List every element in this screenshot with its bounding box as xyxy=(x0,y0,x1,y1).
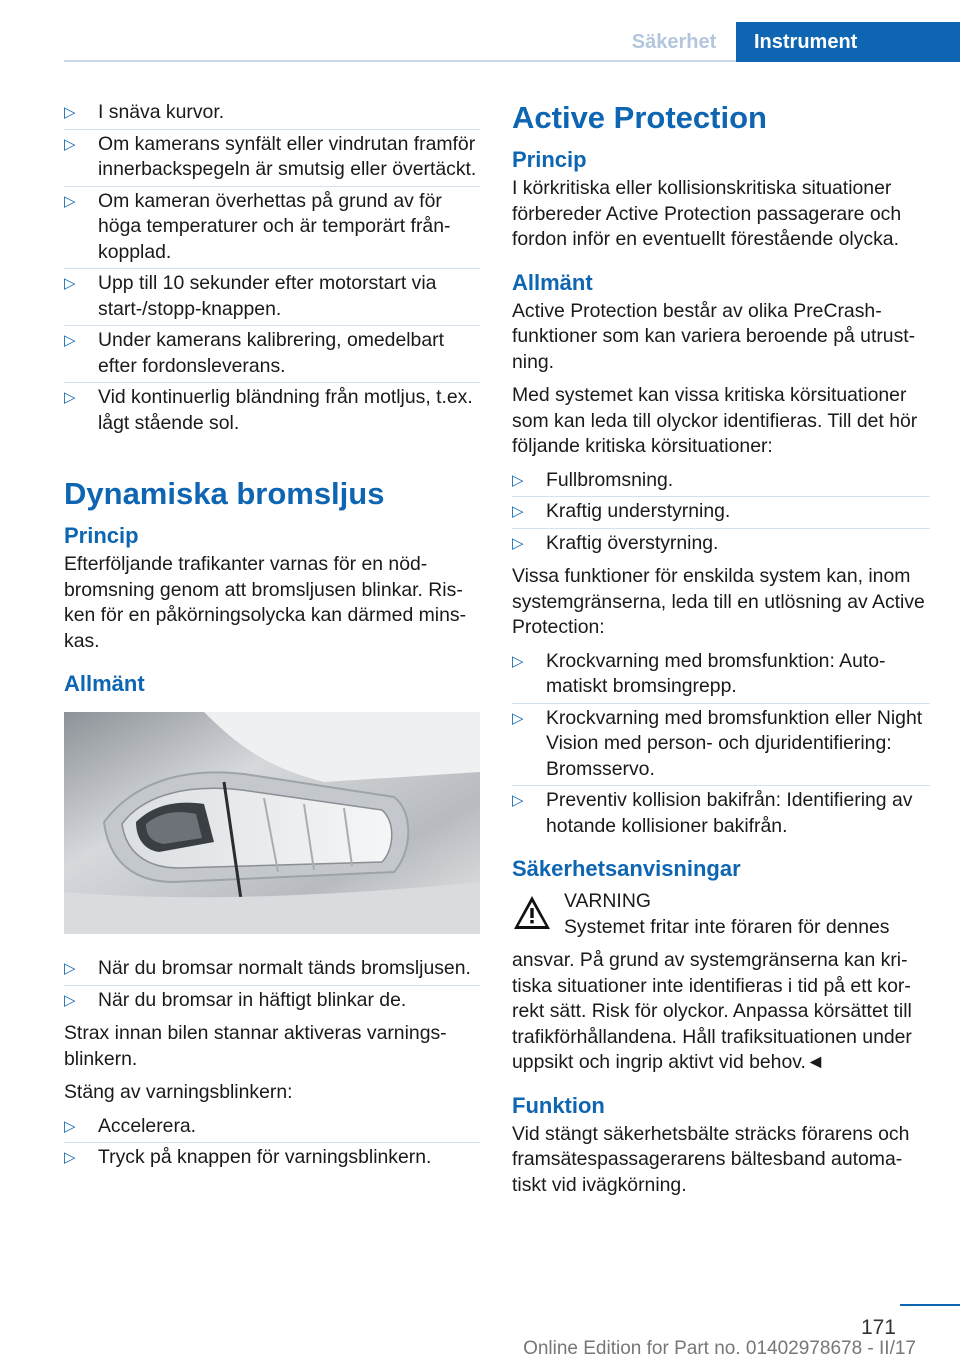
triangle-bullet-icon: ▷ xyxy=(64,135,76,153)
hazard-off-list xyxy=(64,1114,480,1171)
triangle-bullet-icon: ▷ xyxy=(512,471,524,489)
list-item: ▷ När du bromsar normalt tänds bromsljusen. xyxy=(64,956,480,982)
brake-behavior-list xyxy=(64,956,480,1013)
heading-function: Funktion xyxy=(512,1092,605,1118)
warning-block xyxy=(512,889,930,940)
triangle-bullet-icon: ▷ xyxy=(512,792,524,809)
section-title-dynamic-brake-lights: Dynamiska bromsljus xyxy=(64,476,385,511)
hazard-off-text: Stäng av varningsblinkern: xyxy=(64,1081,293,1103)
triangle-bullet-icon: ▷ xyxy=(512,652,524,670)
heading-principle: Princip xyxy=(64,523,139,548)
principle-text: Efterföljande trafikanter varnas för en nödbromsning genom att bromsljusen blinkar. Risken för en påkörningsolycka kan därmed minskas. xyxy=(64,553,467,652)
warning-lead: Systemet fritar inte föraren för dennes xyxy=(564,915,890,938)
heading-principle: Princip xyxy=(512,147,587,172)
edition-footer: Online Edition for Part no. 01402978678 - II/17 xyxy=(523,1338,916,1359)
brake-light-image xyxy=(64,712,480,934)
triangle-bullet-icon: ▷ xyxy=(64,991,76,1009)
page-number: 171 xyxy=(860,1316,896,1339)
list-item: ▷ När du bromsar in häftigt blinkar de. xyxy=(64,988,480,1014)
heading-general: Allmänt xyxy=(64,671,145,696)
warning-triangle-icon xyxy=(512,893,552,933)
list-item: ▷ I snäva kurvor. xyxy=(64,100,480,126)
hazard-text: Strax innan bilen stannar aktiveras varningsblinkern. xyxy=(64,1022,447,1070)
list-item: ▷ Kraftig överstyrning. xyxy=(512,531,930,557)
list-item: ▷ Accelerera. xyxy=(64,1114,480,1140)
list-item: ▷ Om kameran överhettas på grund av för höga temperaturer och är temporärt frånkopplad. xyxy=(64,189,480,266)
warning-text: ansvar. På grund av systemgränserna kan kritiska situationer inte identifieras i tid på ett korrekt sätt. Risk för olyckor. Anpassa körsättet till trafikförhållandena. Håll trafiksituationen under uppsikt och ingrip aktivt vid behov.◄ xyxy=(512,949,912,1073)
list-item: ▷ Fullbromsning. xyxy=(512,468,930,494)
triangle-bullet-icon: ▷ xyxy=(64,332,76,349)
heading-general: Allmänt xyxy=(512,269,593,295)
triangle-bullet-icon: ▷ xyxy=(64,275,76,292)
triangle-bullet-icon: ▷ xyxy=(64,192,76,210)
principle-text: I körkritiska eller kollisionskritiska situationer förbereder Active Protection passagerare och fordon inför en eventuellt förestående olycka. xyxy=(512,177,902,250)
list-item: ▷ Krockvarning med bromsfunktion: Automatiskt bromsingrepp. xyxy=(512,649,930,700)
functions-list xyxy=(512,649,930,840)
list-item: ▷ Upp till 10 sekunder efter motorstart via start-/stopp-knappen. xyxy=(64,271,480,322)
triangle-bullet-icon: ▷ xyxy=(512,503,524,520)
list-item: ▷ Kraftig understyrning. xyxy=(512,499,930,525)
trigger-text: Vissa funktioner för enskilda system kan, inom systemgränserna, leda till en utlösning av Active Protection: xyxy=(512,565,925,638)
triangle-bullet-icon: ▷ xyxy=(64,1117,76,1135)
general-text-1: Active Protection består av olika PreCrash-funktioner som kan variera beroende på utrustning. xyxy=(512,299,916,373)
left-column xyxy=(64,100,480,1179)
list-item: ▷ Om kamerans synfält eller vindrutan framför innerbackspegeln är smutsig eller övertäckt. xyxy=(64,132,480,183)
list-item: ▷ Vid kontinuerlig bländning från motljus, t.ex. lågt stående sol. xyxy=(64,386,473,434)
triangle-bullet-icon: ▷ xyxy=(64,1149,76,1166)
function-text: Vid stängt säkerhetsbälte sträcks förarens och framsätespassagerarens bältesband automatiskt vid ivägkörning. xyxy=(512,1122,910,1196)
triangle-bullet-icon: ▷ xyxy=(512,534,524,552)
list-item: ▷ Tryck på knappen för varningsblinkern. xyxy=(64,1145,480,1171)
list-item: ▷ Under kamerans kalibrering, omedelbart efter fordonsleverans. xyxy=(64,328,480,379)
camera-limits-list xyxy=(64,100,480,436)
triangle-bullet-icon: ▷ xyxy=(512,709,524,727)
section-title-active-protection: Active Protection xyxy=(512,100,767,135)
tab-safety[interactable]: Säkerhet xyxy=(631,31,717,53)
triangle-bullet-icon: ▷ xyxy=(64,960,76,977)
list-item: ▷ Krockvarning med bromsfunktion eller Night Vision med person- och djuridentifiering: Bromsservo. xyxy=(512,706,930,783)
general-text-2: Med systemet kan vissa kritiska körsituationer som kan leda till olyckor identifieras. Till det hör följande kritiska körsituationer: xyxy=(512,384,918,457)
footer-rule xyxy=(900,1304,960,1306)
warning-label: VARNING xyxy=(564,890,651,912)
heading-safety: Säkerhetsanvisningar xyxy=(512,856,741,881)
triangle-bullet-icon: ▷ xyxy=(64,389,76,406)
list-item: ▷ Preventiv kollision bakifrån: Identifiering av hotande kollisioner bakifrån. xyxy=(512,789,913,837)
right-column xyxy=(512,100,930,1206)
tab-instrument[interactable]: Instrument xyxy=(736,22,960,62)
triangle-bullet-icon: ▷ xyxy=(64,104,76,121)
critical-situations-list xyxy=(512,468,930,557)
